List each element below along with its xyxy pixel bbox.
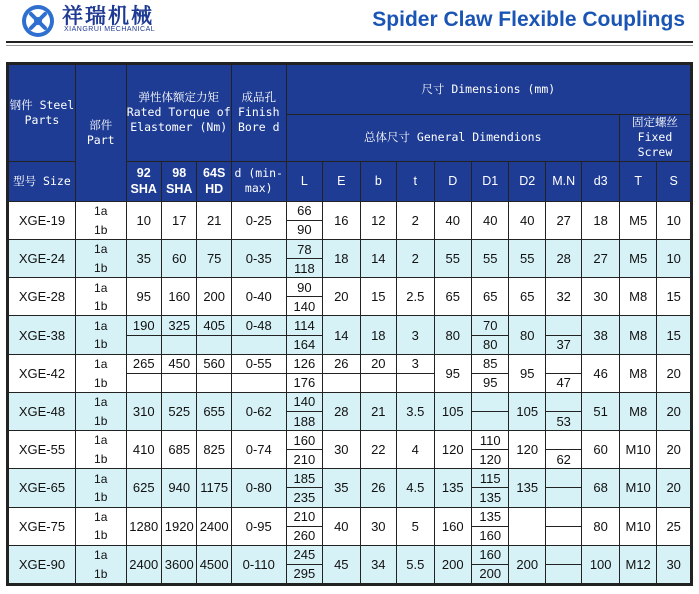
dim-cell-S: 20: [657, 469, 691, 507]
dim-cell-MN: 28: [545, 239, 581, 277]
dim-cell-L: 210: [286, 450, 322, 469]
header-finish-bore: [231, 65, 286, 162]
bore-cell: [231, 373, 286, 392]
dim-cell-D: 80: [434, 316, 471, 354]
torque-cell: 1920: [161, 507, 196, 545]
dim-cell-E: 26: [323, 354, 360, 373]
torque-cell: 940: [161, 469, 196, 507]
part-cell: 1a: [75, 392, 126, 411]
bore-cell: [231, 335, 286, 354]
dim-cell-D: 65: [434, 278, 471, 316]
dim-cell-MN: 37: [545, 335, 581, 354]
dim-cell-D2: 65: [509, 278, 545, 316]
part-cell: 1b: [75, 259, 126, 278]
dim-cell-E: [323, 373, 360, 392]
dim-cell-D2: 55: [509, 239, 545, 277]
dim-cell-MN: 62: [545, 450, 581, 469]
dim-cell-L: 126: [286, 354, 322, 373]
torque-cell: 825: [197, 431, 231, 469]
dim-cell-D2: 80: [509, 316, 545, 354]
header-E: E: [323, 161, 360, 201]
dim-cell-S: 10: [657, 201, 691, 239]
dim-cell-T: M8: [619, 278, 656, 316]
dim-cell-d3: 46: [582, 354, 619, 392]
torque-cell: 10: [126, 201, 161, 239]
dim-cell-T: M5: [619, 201, 656, 239]
header-T: T: [619, 161, 656, 201]
torque-cell: 75: [197, 239, 231, 277]
header-general-dimensions-text: 总体尺寸 General Dimendions: [363, 130, 542, 145]
dim-cell-b: 21: [360, 392, 396, 430]
dim-cell-S: 15: [657, 316, 691, 354]
bore-cell: 0-55: [231, 354, 286, 373]
dim-cell-b: 12: [360, 201, 396, 239]
table-row: [9, 392, 691, 411]
bore-cell: 0-35: [231, 239, 286, 277]
dim-cell-D: 105: [434, 392, 471, 430]
table-row: [9, 431, 691, 450]
dim-cell-T: M8: [619, 316, 656, 354]
torque-cell: [197, 335, 231, 354]
header-98sha-text: 98 SHA: [166, 166, 193, 197]
dim-cell-E: 20: [323, 278, 360, 316]
table-row: [9, 545, 691, 564]
dim-cell-t: 4.5: [397, 469, 434, 507]
dim-cell-S: 15: [657, 278, 691, 316]
dim-cell-b: 15: [360, 278, 396, 316]
dim-cell-b: 22: [360, 431, 396, 469]
dim-cell-L: 235: [286, 488, 322, 507]
torque-cell: 310: [126, 392, 161, 430]
dim-cell-E: 45: [323, 545, 360, 583]
dim-cell-D1: 135: [472, 507, 509, 526]
table-row: [9, 354, 691, 373]
dim-cell-L: 90: [286, 220, 322, 239]
dim-cell-L: 260: [286, 526, 322, 545]
part-cell: 1b: [75, 564, 126, 583]
part-cell: 1b: [75, 411, 126, 430]
dim-cell-S: 25: [657, 507, 691, 545]
torque-cell: 17: [161, 201, 196, 239]
dim-cell-D1: 115: [472, 469, 509, 488]
size-cell: XGE-42: [9, 354, 76, 392]
dim-cell-t: [397, 373, 434, 392]
dim-cell-d3: 18: [582, 201, 619, 239]
header-D2: D2: [509, 161, 545, 201]
company-logo: [20, 2, 220, 40]
dim-cell-T: M5: [619, 239, 656, 277]
header-t: t: [397, 161, 434, 201]
dim-cell-D1: 40: [472, 201, 509, 239]
dim-cell-t: 2: [397, 239, 434, 277]
header-rated-torque: [126, 65, 231, 162]
size-cell: XGE-75: [9, 507, 76, 545]
bore-cell: 0-74: [231, 431, 286, 469]
part-cell: 1b: [75, 373, 126, 392]
dim-cell-E: 40: [323, 507, 360, 545]
dim-cell-MN: 47: [545, 373, 581, 392]
logo-english-text: XIANGRUI MECHANICAL: [64, 26, 156, 33]
dim-cell-MN: [545, 507, 581, 526]
dim-cell-S: 20: [657, 354, 691, 392]
torque-cell: 1280: [126, 507, 161, 545]
dim-cell-D1: 200: [472, 564, 509, 583]
torque-cell: [126, 373, 161, 392]
logo-chinese-text: 祥瑞机械: [62, 4, 154, 28]
header-steel-parts-text: 钢件 Steel Parts: [9, 97, 75, 127]
torque-cell: [161, 373, 196, 392]
size-cell: XGE-38: [9, 316, 76, 354]
header-d3: d3: [582, 161, 619, 201]
torque-cell: 410: [126, 431, 161, 469]
dim-cell-L: 140: [286, 297, 322, 316]
dim-cell-E: 14: [323, 316, 360, 354]
table-row: [9, 278, 691, 297]
size-cell: XGE-19: [9, 201, 76, 239]
dim-cell-MN: [545, 564, 581, 583]
dim-cell-D1: 160: [472, 526, 509, 545]
dim-cell-t: 2.5: [397, 278, 434, 316]
header-MN: M.N: [545, 161, 581, 201]
part-cell: 1a: [75, 201, 126, 220]
header-S: S: [657, 161, 691, 201]
bore-cell: 0-62: [231, 392, 286, 430]
dim-cell-T: M8: [619, 392, 656, 430]
dim-cell-L: 295: [286, 564, 322, 583]
dim-cell-MN: 27: [545, 201, 581, 239]
bore-cell: 0-25: [231, 201, 286, 239]
torque-cell: 4500: [197, 545, 231, 583]
dim-cell-D2: 40: [509, 201, 545, 239]
bore-cell: 0-80: [231, 469, 286, 507]
size-cell: XGE-55: [9, 431, 76, 469]
dim-cell-L: 188: [286, 411, 322, 430]
dim-cell-MN: [545, 469, 581, 488]
header-divider: [6, 41, 693, 43]
dim-cell-d3: 100: [582, 545, 619, 583]
header-64shd-text: 64S HD: [203, 166, 226, 197]
dim-cell-T: M10: [619, 507, 656, 545]
dim-cell-S: 10: [657, 239, 691, 277]
bore-cell: 0-48: [231, 316, 286, 335]
dim-cell-t: 3: [397, 316, 434, 354]
header-size: [9, 161, 76, 201]
dim-cell-D: 40: [434, 201, 471, 239]
dim-cell-D1: 135: [472, 488, 509, 507]
header-dimensions-text: 尺寸 Dimensions (mm): [421, 82, 556, 97]
part-cell: 1b: [75, 450, 126, 469]
dim-cell-E: 30: [323, 431, 360, 469]
bore-cell: 0-40: [231, 278, 286, 316]
dim-cell-L: 140: [286, 392, 322, 411]
header-finish-bore-text: 成品孔 Finish Bore d: [237, 90, 280, 135]
torque-cell: 35: [126, 239, 161, 277]
dim-cell-E: 28: [323, 392, 360, 430]
dim-cell-S: 30: [657, 545, 691, 583]
dim-cell-D1: 110: [472, 431, 509, 450]
torque-cell: 655: [197, 392, 231, 430]
part-cell: 1b: [75, 488, 126, 507]
dim-cell-D: 160: [434, 507, 471, 545]
dim-cell-MN: [545, 354, 581, 373]
dim-cell-MN: [545, 431, 581, 450]
part-cell: 1b: [75, 297, 126, 316]
torque-cell: 200: [197, 278, 231, 316]
header-64shd: [197, 161, 231, 201]
dim-cell-b: 34: [360, 545, 396, 583]
header-bore-range: [231, 161, 286, 201]
dim-cell-MN: [545, 488, 581, 507]
dim-cell-D1: 85: [472, 354, 509, 373]
size-cell: XGE-90: [9, 545, 76, 583]
dim-cell-D1: 160: [472, 545, 509, 564]
bore-cell: 0-95: [231, 507, 286, 545]
torque-cell: 405: [197, 316, 231, 335]
dim-cell-E: 18: [323, 239, 360, 277]
dim-cell-D: 55: [434, 239, 471, 277]
header-D1: D1: [472, 161, 509, 201]
dim-cell-t: 3: [397, 354, 434, 373]
size-cell: XGE-28: [9, 278, 76, 316]
dim-cell-MN: [545, 392, 581, 411]
dim-cell-b: 20: [360, 354, 396, 373]
dim-cell-L: 78: [286, 239, 322, 258]
dim-cell-b: 18: [360, 316, 396, 354]
torque-cell: [126, 335, 161, 354]
torque-cell: 265: [126, 354, 161, 373]
torque-cell: 60: [161, 239, 196, 277]
dim-cell-L: 114: [286, 316, 322, 335]
size-cell: XGE-65: [9, 469, 76, 507]
dim-cell-t: 3.5: [397, 392, 434, 430]
part-cell: 1a: [75, 316, 126, 335]
header-rated-torque-text: 弹性体额定力矩 Rated Torque of Elastomer (Nm): [126, 90, 231, 135]
dim-cell-T: M10: [619, 431, 656, 469]
header-fixed-screw: [619, 115, 690, 161]
torque-cell: 2400: [197, 507, 231, 545]
dim-cell-D: 95: [434, 354, 471, 392]
dim-cell-L: 90: [286, 278, 322, 297]
table-row: [9, 316, 691, 335]
dim-cell-t: 5.5: [397, 545, 434, 583]
header-L: L: [286, 161, 322, 201]
dim-cell-T: M12: [619, 545, 656, 583]
torque-cell: 95: [126, 278, 161, 316]
header-92sha-text: 92 SHA: [130, 166, 157, 197]
dim-cell-d3: 30: [582, 278, 619, 316]
dim-cell-D2: 200: [509, 545, 545, 583]
dim-cell-d3: 68: [582, 469, 619, 507]
dim-cell-L: 210: [286, 507, 322, 526]
header-fixed-screw-text: 固定螺丝 Fixed Screw: [631, 115, 678, 160]
table-row: [9, 239, 691, 258]
part-cell: 1a: [75, 239, 126, 258]
logo-emblem-icon: [20, 3, 56, 39]
dim-cell-b: 26: [360, 469, 396, 507]
torque-cell: 3600: [161, 545, 196, 583]
dim-cell-L: 160: [286, 431, 322, 450]
header-part-text: 部件 Part: [86, 117, 115, 147]
dim-cell-d3: 27: [582, 239, 619, 277]
dim-cell-L: 185: [286, 469, 322, 488]
bore-cell: 0-110: [231, 545, 286, 583]
dim-cell-S: 20: [657, 431, 691, 469]
page-title: Spider Claw Flexible Couplings: [372, 8, 685, 31]
spec-table: [8, 64, 691, 584]
dim-cell-L: 164: [286, 335, 322, 354]
size-cell: XGE-24: [9, 239, 76, 277]
dim-cell-d3: 80: [582, 507, 619, 545]
dim-cell-D1: 120: [472, 450, 509, 469]
dim-cell-b: 30: [360, 507, 396, 545]
torque-cell: 190: [126, 316, 161, 335]
dim-cell-D1: 80: [472, 335, 509, 354]
torque-cell: 685: [161, 431, 196, 469]
header-part: [75, 65, 126, 202]
dim-cell-L: 66: [286, 201, 322, 220]
dim-cell-D: 135: [434, 469, 471, 507]
dim-cell-d3: 60: [582, 431, 619, 469]
dim-cell-L: 118: [286, 259, 322, 278]
torque-cell: 1175: [197, 469, 231, 507]
dim-cell-D1: 55: [472, 239, 509, 277]
part-cell: 1a: [75, 545, 126, 564]
torque-cell: [161, 335, 196, 354]
dim-cell-b: 14: [360, 239, 396, 277]
torque-cell: [197, 373, 231, 392]
dim-cell-S: 20: [657, 392, 691, 430]
spec-table-container: [6, 62, 693, 586]
dim-cell-D2: 135: [509, 469, 545, 507]
part-cell: 1a: [75, 507, 126, 526]
header-D: D: [434, 161, 471, 201]
header-steel-parts: [9, 65, 76, 162]
part-cell: 1a: [75, 354, 126, 373]
table-row: [9, 469, 691, 488]
dim-cell-b: [360, 373, 396, 392]
dim-cell-d3: 51: [582, 392, 619, 430]
dim-cell-D: 200: [434, 545, 471, 583]
dim-cell-d3: 38: [582, 316, 619, 354]
torque-cell: 325: [161, 316, 196, 335]
torque-cell: 525: [161, 392, 196, 430]
part-cell: 1b: [75, 526, 126, 545]
dim-cell-MN: [545, 545, 581, 564]
dim-cell-D2: [509, 507, 545, 545]
part-cell: 1b: [75, 220, 126, 239]
header-divider-thin: [6, 45, 693, 46]
dim-cell-D2: 105: [509, 392, 545, 430]
torque-cell: 625: [126, 469, 161, 507]
dim-cell-D1: 70: [472, 316, 509, 335]
torque-cell: 560: [197, 354, 231, 373]
part-cell: 1a: [75, 469, 126, 488]
dim-cell-D1: 65: [472, 278, 509, 316]
part-cell: 1b: [75, 335, 126, 354]
dim-cell-D1: [472, 411, 509, 430]
torque-cell: 2400: [126, 545, 161, 583]
dim-cell-D2: 120: [509, 431, 545, 469]
dim-cell-L: 245: [286, 545, 322, 564]
table-row: [9, 507, 691, 526]
torque-cell: 450: [161, 354, 196, 373]
header-size-text: 型号 Size: [13, 173, 71, 188]
dim-cell-D1: [472, 392, 509, 411]
table-row: [9, 201, 691, 220]
dim-cell-MN: 53: [545, 411, 581, 430]
header-general-dimensions: [286, 115, 619, 161]
dim-cell-T: M10: [619, 469, 656, 507]
dim-cell-D1: 95: [472, 373, 509, 392]
dim-cell-L: 176: [286, 373, 322, 392]
dim-cell-D: 120: [434, 431, 471, 469]
dim-cell-E: 16: [323, 201, 360, 239]
dim-cell-MN: [545, 316, 581, 335]
header-dimensions: [286, 65, 690, 115]
dim-cell-D2: 95: [509, 354, 545, 392]
header-b: b: [360, 161, 396, 201]
dim-cell-MN: [545, 526, 581, 545]
dim-cell-E: 35: [323, 469, 360, 507]
dim-cell-t: 4: [397, 431, 434, 469]
dim-cell-t: 2: [397, 201, 434, 239]
dim-cell-MN: 32: [545, 278, 581, 316]
header-92sha: [126, 161, 161, 201]
dim-cell-T: M8: [619, 354, 656, 392]
torque-cell: 21: [197, 201, 231, 239]
part-cell: 1a: [75, 278, 126, 297]
header-98sha: [161, 161, 196, 201]
torque-cell: 160: [161, 278, 196, 316]
size-cell: XGE-48: [9, 392, 76, 430]
dim-cell-t: 5: [397, 507, 434, 545]
header-bore-range-text: d (min-max): [234, 166, 283, 196]
part-cell: 1a: [75, 431, 126, 450]
